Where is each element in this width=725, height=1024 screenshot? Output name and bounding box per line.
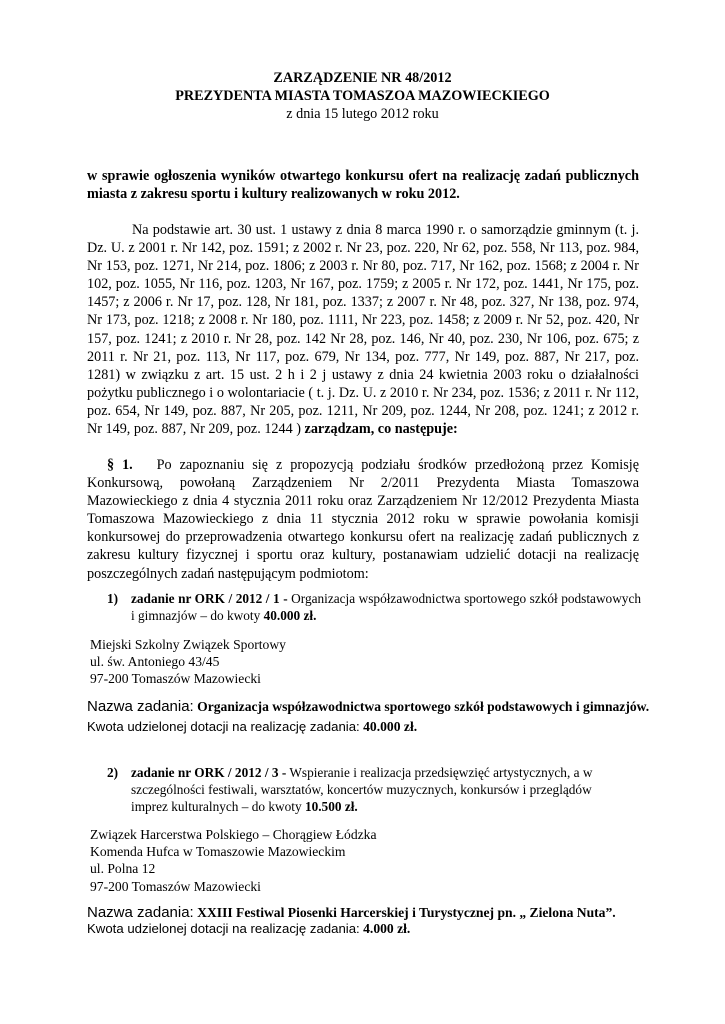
- legal-basis-text: Na podstawie art. 30 ust. 1 ustawy z dnia 8 marca 1990 r. o samorządzie gminnym (t. j. Dz. U. z 2001 r. Nr 142, poz. 1591; z 2002 r. Nr 23, poz. 220, Nr 62, poz. 558, Nr 113, poz. 984, Nr 153, poz. 1271, Nr 214, poz. 1806; z 2003 r. Nr 80, poz. 717, Nr 162, poz. 1568; z 2004 r. Nr 102, poz. 1055, Nr 116, poz. 1203, Nr 167, poz. 1759; z 2005 r. Nr 172, poz. 1441, Nr 175, poz. 1457; z 2006 r. Nr 17, poz. 128, Nr 181, poz. 1337; z 2007 r. Nr 48, poz. 327, Nr 138, poz. 974, Nr 173, poz. 1218; z 2008 r. Nr 180, poz. 1111, Nr 223, poz. 1458; z 2009 r. Nr 52, poz. 420, Nr 157, poz. 1241; z 2010 r. Nr 28, poz. 142 Nr 28, poz. 146, Nr 40, poz. 230, Nr 106, poz. 675; z 2011 r. Nr 21, poz. 113, Nr 117, poz. 679, Nr 134, poz. 777, Nr 149, poz. 887, Nr 217, poz. 1281) w związku z art. 15 ust. 2 h i 2 j ustawy z dnia 24 kwietnia 2003 roku o działalności pożytku publicznego i o wolontariacie ( t. j. Dz. U. z 2010 r. Nr 234, poz. 1536; z 2011 r. Nr 112, poz. 654, Nr 149, poz. 887, Nr 205, poz. 1211, Nr 209, poz. 1244, Nr 208, poz. 1241; z 2012 r. Nr 149, poz. 887, Nr 209, poz. 1244 ): [87, 222, 639, 438]
- task-amount: 10.500 zł.: [304, 799, 358, 814]
- decree-subject: w sprawie ogłoszenia wyników otwartego konkursu ofert na realizację zadań publicznych miasta z zakresu sportu i kultury realizowanych w roku 2012.: [87, 168, 639, 203]
- task-name: Organizacja współzawodnictwa sportowego szkół podstawowych i gimnazjów.: [197, 699, 650, 714]
- section-1-paragraph: [87, 456, 639, 583]
- org-city: 97-200 Tomaszów Mazowiecki: [90, 671, 261, 687]
- task-description: [131, 590, 641, 624]
- org-street: ul. św. Antoniego 43/45: [90, 654, 220, 670]
- task-description: [131, 764, 601, 815]
- grant-amount: 40.000 zł.: [363, 719, 418, 734]
- org-city: 97-200 Tomaszów Mazowiecki: [90, 878, 261, 894]
- task-name-line-1: [87, 698, 687, 716]
- task-number: 1): [107, 591, 119, 606]
- org-name: Miejski Szkolny Związek Sportowy: [90, 637, 286, 652]
- grant-amount: 4.000 zł.: [363, 921, 411, 936]
- grant-line-1: [87, 718, 417, 735]
- task-name-label: Nazwa zadania:: [87, 698, 194, 715]
- task-desc-text: Organizacja współzawodnictwa sportowego szkół podstawowych i gimnazjów – do kwoty: [131, 591, 642, 623]
- org-name: Związek Harcerstwa Polskiego – Chorągiew Łódzka: [90, 827, 377, 842]
- grant-label: Kwota udzielonej dotacji na realizację zadania:: [87, 719, 360, 734]
- organization-address-2: [90, 826, 377, 895]
- task-name-label: Nazwa zadania:: [87, 904, 194, 921]
- task-number: 2): [107, 765, 119, 780]
- task-name: XXIII Festiwal Piosenki Harcerskiej i Turystycznej pn. „ Zielona Nuta”.: [197, 905, 616, 920]
- org-street: ul. Polna 12: [90, 861, 156, 877]
- section-1-text: Po zapoznaniu się z propozycją podziału środków przedłożoną przez Komisję Konkursową, powołaną Zarządzeniem Nr 2/2011 Prezydenta Miasta Tomaszowa Mazowieckiego z dnia 4 stycznia 2011 roku oraz Zarządzeniem Nr 12/2012 Prezydenta Miasta Tomaszowa Mazowieckiego z dnia 11 stycznia 2012 roku w sprawie powołania komisji konkursowej do przeprowadzenia otwartego konkursu ofert na realizację zadań publicznych z zakresu kultury fizycznej i sportu oraz kultury, postanawiam udzielić dotacji na realizację poszczególnych zadań następującym podmiotom:: [87, 457, 640, 582]
- issuer: PREZYDENTA MIASTA TOMASZOA MAZOWIECKIEGO: [175, 88, 550, 104]
- task-code: zadanie nr ORK / 2012 / 1 -: [131, 591, 288, 606]
- organization-address-1: [90, 636, 286, 688]
- org-unit: Komenda Hufca w Tomaszowie Mazowieckim: [90, 844, 346, 860]
- decree-clause: zarządzam, co następuje:: [304, 421, 458, 438]
- grant-line-2: [87, 920, 410, 937]
- task-code: zadanie nr ORK / 2012 / 3 -: [131, 765, 287, 780]
- legal-basis-paragraph: [87, 221, 639, 438]
- grant-label: Kwota udzielonej dotacji na realizację zadania:: [87, 921, 360, 936]
- section-1-label: § 1.: [107, 457, 133, 473]
- task-desc-text: Wspieranie i realizacja przedsięwzięć artystycznych, a w szczególności festiwali, warsztatów, koncertów muzycznych, konkursów i przeglądów imprez kulturalnych – do kwoty: [131, 765, 593, 814]
- decree-number: ZARZĄDZENIE NR 48/2012: [273, 70, 452, 86]
- decree-date: z dnia 15 lutego 2012 roku: [286, 106, 439, 122]
- task-amount: 40.000 zł.: [263, 608, 317, 623]
